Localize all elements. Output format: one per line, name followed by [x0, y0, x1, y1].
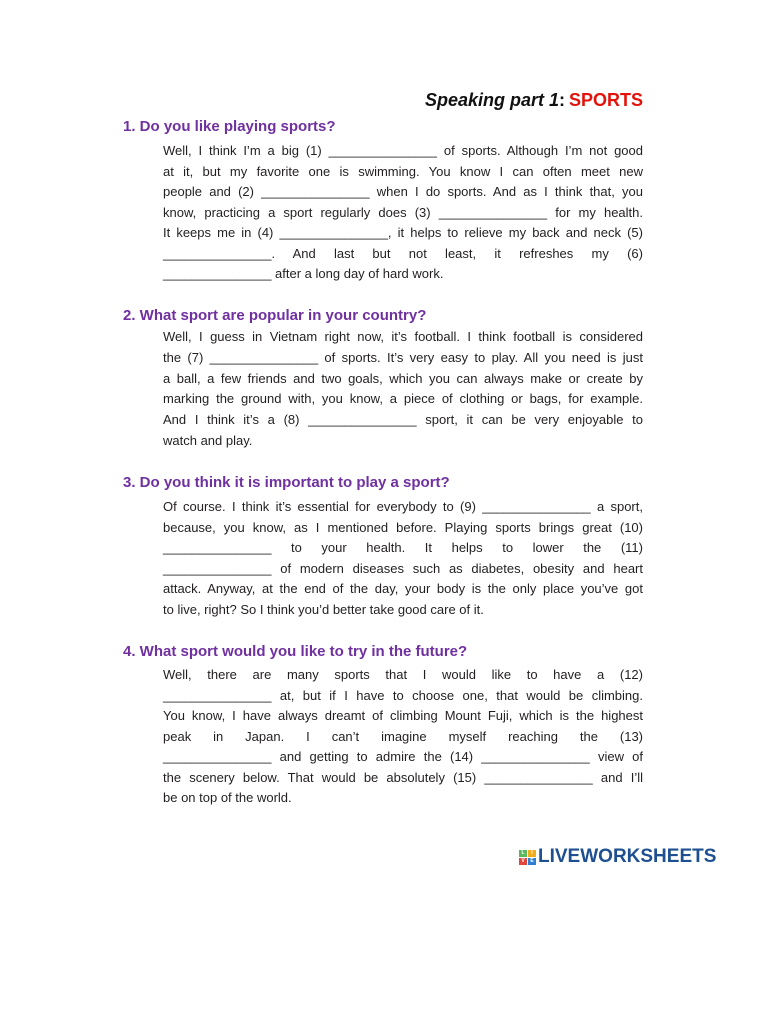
paragraph-line: at it, but my favorite one is swimming. You know I can often meet new	[163, 163, 643, 179]
paragraph-line: You know, I have always dreamt of climbing Mount Fuji, which is the highest	[163, 708, 643, 723]
paragraph-line: attack. Anyway, at the end of the day, your body is the only place you’ve got	[163, 581, 643, 596]
paragraph-line: the scenery below. That would be absolutely (15) _______________ and I’ll	[163, 769, 643, 785]
paragraph-line: watch and play.	[163, 432, 253, 448]
paragraph-line: marking the ground with, you know, a piece of clothing or bags, for example.	[163, 391, 643, 407]
paragraph-line: _______________. And last but not least, it refreshes my (6)	[163, 245, 643, 261]
paragraph-line: _______________ and getting to admire the (14) _______________ view of	[163, 749, 643, 764]
paragraph-line: know, practicing a sport regularly does (3) _______________ for my health.	[163, 204, 643, 220]
paragraph-line: be on top of the world.	[163, 790, 292, 805]
paragraph-line: It keeps me in (4) _______________, it helps to relieve my back and neck (5)	[163, 225, 643, 240]
title-topic: SPORTS	[568, 90, 643, 110]
answer-paragraph	[163, 141, 643, 285]
paragraph-line: Well, there are many sports that I would like to have a (12)	[163, 667, 643, 682]
title-colon: :	[558, 90, 565, 110]
paragraph-line: _______________ to your health. It helps to lower the (11)	[163, 540, 643, 555]
paragraph-line: Of course. I think it’s essential for everybody to (9) _______________ a sport,	[163, 499, 643, 514]
paragraph-line: peak in Japan. I can’t imagine myself reaching the (13)	[163, 728, 643, 744]
logo-icon-square: E	[528, 858, 536, 865]
question-heading: 1. Do you like playing sports?	[123, 118, 336, 135]
logo-icon-square: V	[519, 858, 527, 865]
answer-paragraph	[163, 327, 643, 452]
title-prefix: Speaking part 1	[424, 90, 559, 110]
worksheet-title	[425, 89, 643, 111]
paragraph-line: _______________ of modern diseases such as diabetes, obesity and heart	[163, 560, 643, 576]
question-heading: 4. What sport would you like to try in the future?	[123, 643, 468, 660]
answer-paragraph	[163, 665, 643, 809]
paragraph-line: a ball, a few friends and two goals, which you can always make or create by	[163, 370, 643, 386]
logo-text: LIVEWORKSHEETS	[538, 846, 717, 867]
paragraph-line: _______________ at, but if I have to choose one, that would be climbing.	[163, 687, 643, 703]
logo-icon-square: L	[519, 850, 527, 857]
paragraph-line: And I think it’s a (8) _______________ sport, it can be very enjoyable to	[163, 412, 643, 428]
paragraph-line: Well, I think I’m a big (1) _______________ of sports. Although I’m not good	[163, 143, 643, 158]
paragraph-line: people and (2) _______________ when I do sports. And as I think that, you	[163, 184, 643, 199]
liveworksheets-logo-icon	[519, 850, 536, 865]
paragraph-line: Well, I guess in Vietnam right now, it’s football. I think football is considered	[163, 329, 643, 344]
paragraph-line: because, you know, as I mentioned before. Playing sports brings great (10)	[163, 519, 643, 535]
paragraph-line: the (7) _______________ of sports. It’s very easy to play. All you need is just	[163, 349, 643, 365]
liveworksheets-logo[interactable]	[519, 846, 716, 868]
paragraph-line: _______________ after a long day of hard work.	[163, 266, 444, 281]
question-heading: 3. Do you think it is important to play a sport?	[123, 474, 450, 491]
logo-icon-square: I	[528, 850, 536, 857]
question-heading: 2. What sport are popular in your country?	[123, 307, 427, 324]
paragraph-line: to live, right? So I think you’d better take good care of it.	[163, 601, 484, 617]
answer-paragraph	[163, 497, 643, 620]
